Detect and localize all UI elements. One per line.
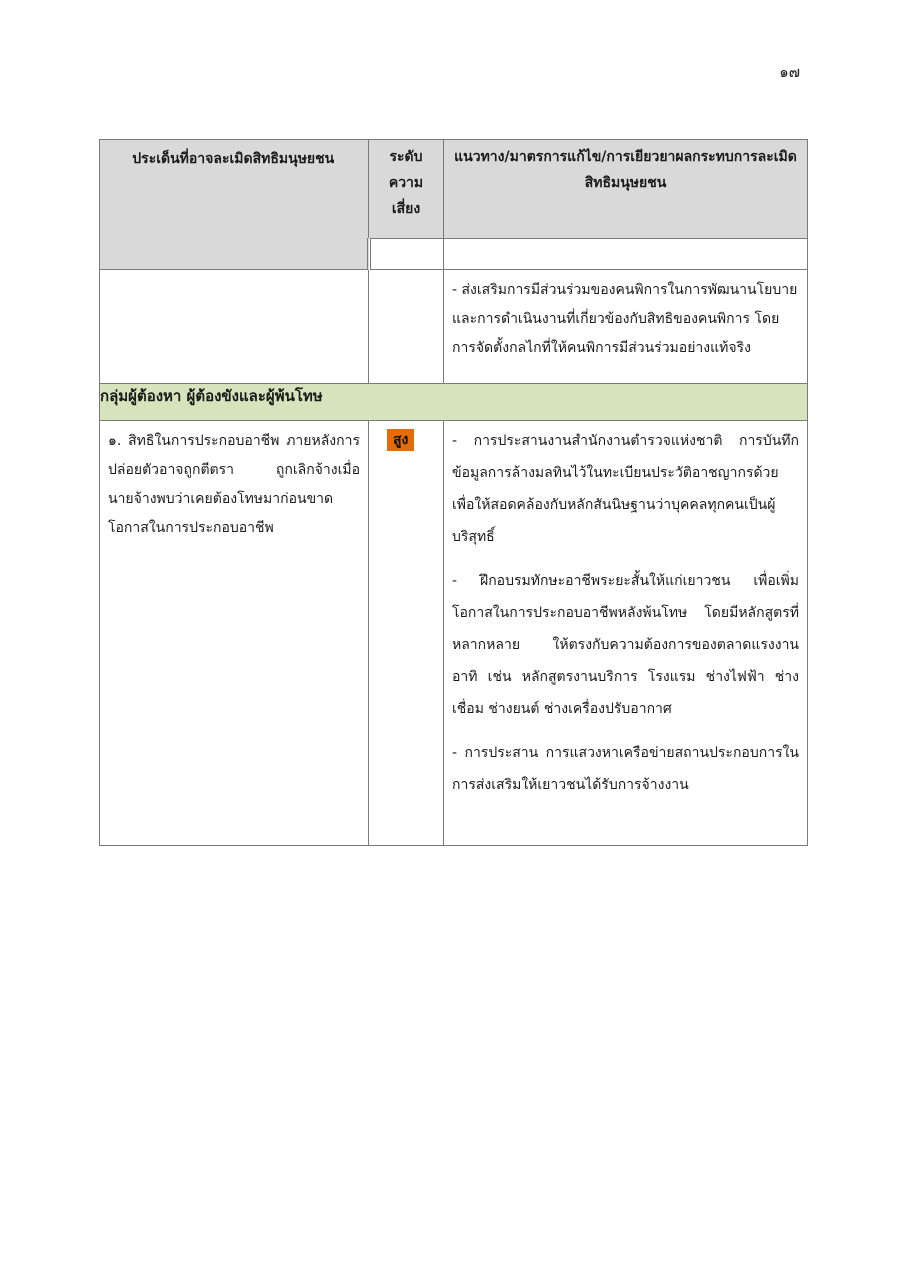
- measure-item: - การประสาน การแสวงหาเครือข่ายสถานประกอบการในการส่งเสริมให้เยาวชนได้รับการจ้างงาน: [452, 745, 799, 793]
- continued-measure-cell: [444, 270, 808, 384]
- empty-level-cell: [369, 270, 444, 384]
- group-title: กลุ่มผู้ต้องหา ผู้ต้องขังและผู้พ้นโทษ: [100, 384, 808, 421]
- header-level-label: ระดับ ความ เสี่ยง: [388, 149, 424, 217]
- issue-cell: [100, 421, 369, 846]
- measure-item: - ฝึกอบรมทักษะอาชีพระยะสั้นให้แก่เยาวชน เพื่อเพิ่มโอกาสในการประกอบอาชีพหลังพ้นโทษ โดยมีหลักสูตรที่หลากหลาย ให้ตรงกับความต้องการของตลาดแรงงาน อาทิ เช่น หลักสูตรงานบริการ โรงแรม ช่างไฟฟ้า ช่างเชื่อม ช่างยนต์ ช่างเครื่องปรับอากาศ: [452, 573, 799, 717]
- blank-cell: [444, 239, 808, 270]
- issue-text: ๑. สิทธิในการประกอบอาชีพ ภายหลังการปล่อยตัวอาจถูกตีตรา ถูกเลิกจ้างเมื่อนายจ้างพบว่าเคยต้องโทษมาก่อนขาดโอกาสในการประกอบอาชีพ: [108, 433, 360, 536]
- empty-issue-cell: [100, 270, 369, 384]
- header-measure-label: แนวทาง/มาตรการแก้ไข/การเยียวยาผลกระทบการละเมิดสิทธิมนุษยชน: [454, 149, 797, 191]
- measure-item: - การประสานงานสำนักงานตำรวจแห่งชาติ การบันทึกข้อมูลการล้างมลทินไว้ในทะเบียนประวัติอาชญากรด้วย เพื่อให้สอดคล้องกับหลักสันนิษฐานว่าบุคคลทุกคนเป็นผู้บริสุทธิ์: [452, 433, 799, 545]
- page-number: ๑๗: [779, 63, 800, 81]
- continued-measure-text: - ส่งเสริมการมีส่วนร่วมของคนพิการในการพัฒนานโยบายและการดำเนินงานที่เกี่ยวข้องกับสิทธิของคนพิการ โดยการจัดตั้งกลไกที่ให้คนพิการมีส่วนร่วมอย่างแท้จริง: [452, 282, 798, 356]
- measures-cell: [444, 421, 808, 846]
- header-issue: [100, 140, 369, 270]
- header-issue-label: ประเด็นที่อาจละเมิดสิทธิมนุษยชน: [132, 151, 335, 167]
- header-measure: [444, 140, 808, 239]
- risk-level-badge: สูง: [387, 429, 414, 451]
- blank-cell: [369, 239, 444, 270]
- header-level: [369, 140, 444, 239]
- human-rights-risk-table: [99, 139, 808, 846]
- risk-level-cell: [369, 421, 444, 846]
